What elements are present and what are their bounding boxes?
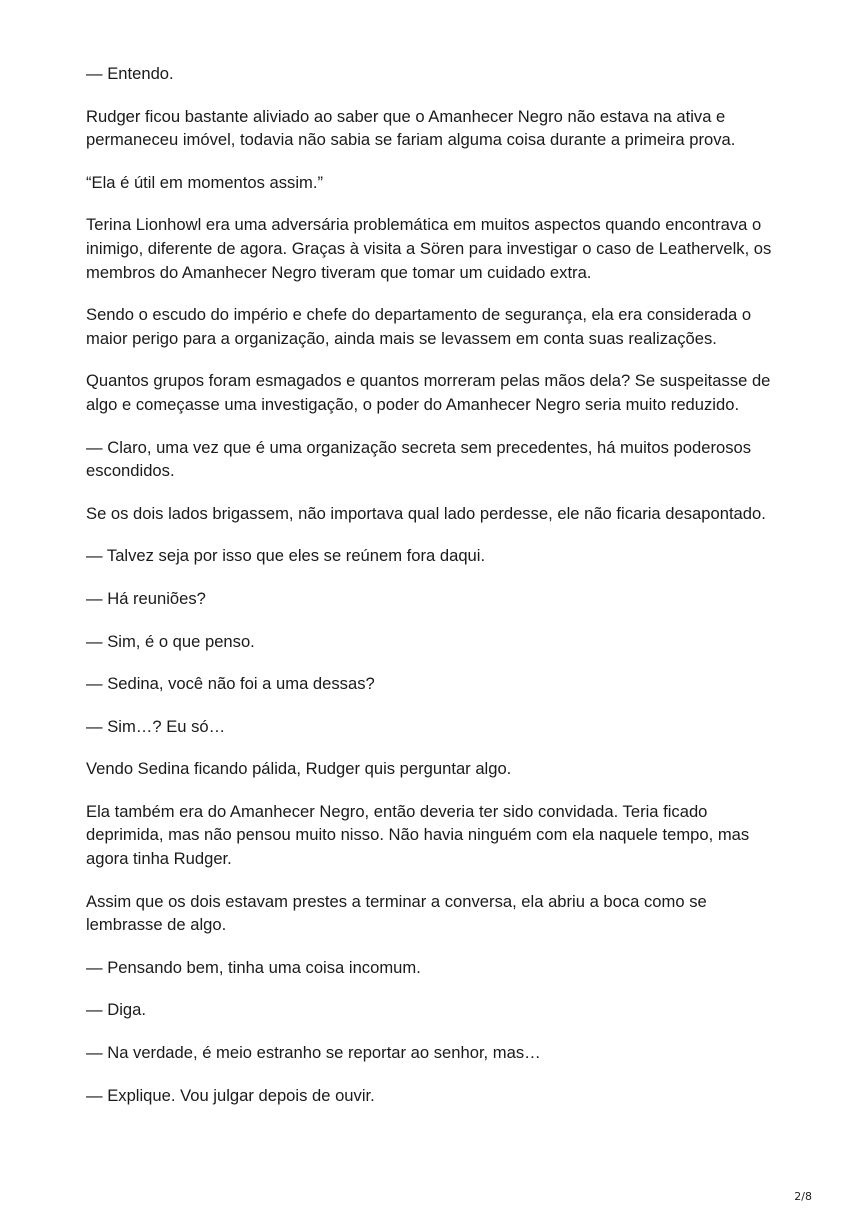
paragraph: Ela também era do Amanhecer Negro, então deveria ter sido convidada. Teria ficado deprimida, mas não pensou muito nisso. Não havia ninguém com ela naquele tempo, mas agora tinha Rudger.	[86, 801, 750, 869]
paragraph: Sendo o escudo do império e chefe do departamento de segurança, ela era considerada o maior perigo para a organização, ainda mais se levassem em conta suas realizações.	[86, 305, 752, 348]
paragraph: — Sedina, você não foi a uma dessas?	[86, 674, 375, 694]
paragraph: — Diga.	[86, 1000, 146, 1020]
paragraph: Rudger ficou bastante aliviado ao saber que o Amanhecer Negro não estava na ativa e permaneceu imóvel, todavia não sabia se fariam alguma coisa durante a primeira prova.	[86, 106, 736, 150]
paragraph: — Claro, uma vez que é uma organização secreta sem precedentes, há muitos poderosos escondidos.	[86, 437, 752, 481]
page-number: 2/8	[794, 1190, 812, 1203]
paragraph: — Há reuniões?	[86, 588, 206, 608]
paragraph: — Explique. Vou julgar depois de ouvir.	[86, 1085, 375, 1105]
paragraph: — Sim…? Eu só…	[86, 716, 226, 736]
paragraph: — Na verdade, é meio estranho se reportar ao senhor, mas…	[86, 1043, 541, 1063]
paragraph: — Entendo.	[86, 64, 174, 83]
paragraph: Terina Lionhowl era uma adversária problemática em muitos aspectos quando encontrava o inimigo, diferente de agora. Graças à visita a Sören para investigar o caso de Leathervelk, os membros do Amanhecer Negro tiveram que tomar um cuidado extra.	[86, 215, 772, 282]
paragraph: — Sim, é o que penso.	[86, 631, 255, 651]
paragraph: Assim que os dois estavam prestes a terminar a conversa, ela abriu a boca como se lembrasse de algo.	[86, 891, 707, 935]
paragraph: “Ela é útil em momentos assim.”	[86, 172, 323, 192]
paragraph: Vendo Sedina ficando pálida, Rudger quis perguntar algo.	[86, 759, 512, 779]
paragraph: Se os dois lados brigassem, não importava qual lado perdesse, ele não ficaria desapontado.	[86, 503, 766, 523]
paragraph: — Talvez seja por isso que eles se reúnem fora daqui.	[86, 546, 486, 566]
paragraph: — Pensando bem, tinha uma coisa incomum.	[86, 957, 421, 977]
paragraph: Quantos grupos foram esmagados e quantos morreram pelas mãos dela? Se suspeitasse de algo e começasse uma investigação, o poder do Amanhecer Negro seria muito reduzido.	[86, 371, 771, 414]
document-body	[86, 62, 786, 1126]
